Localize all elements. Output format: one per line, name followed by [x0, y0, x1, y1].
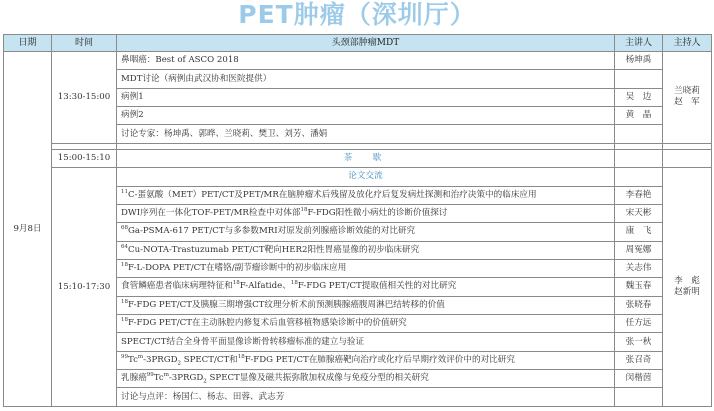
session2-band: 论文交流 — [117, 168, 615, 186]
topic-cell: 食管鳞癌患者临床病理特征和$^{18}$F-Alfatide、$^{18}$F-FDG PET/CT提取值相关性的对比研究 — [117, 278, 615, 296]
date-cell: 9月8日 — [4, 52, 52, 407]
speaker-cell: 张一秋 — [615, 333, 663, 351]
topic-cell: 乳腺癌$^{99}Tc^m-3PRGD_2$ SPECT显像及磁共振弥散加权成像与免疫分型的相关研究 — [117, 370, 615, 388]
speaker-cell: 关志伟 — [615, 259, 663, 277]
table-header-row — [4, 35, 712, 52]
session2-time: 15:10-17:30 — [52, 168, 117, 407]
speaker-cell: 宋天彬 — [615, 204, 663, 222]
session1-hosts — [663, 52, 712, 144]
schedule-table — [3, 34, 712, 407]
host-name: 赵新明 — [674, 287, 700, 298]
speaker-cell: 杨坤禹 — [615, 52, 663, 70]
topic-cell: MDT讨论（病例由武汉协和医院提供） — [117, 70, 615, 88]
break-time: 15:00-15:10 — [52, 149, 117, 167]
speaker-cell: 李春艳 — [615, 186, 663, 204]
header-speaker: 主讲人 — [615, 35, 663, 52]
topic-cell: $^{68}$Ga-PSMA-617 PET/CT与多参数MRI对原发前列腺癌诊断效能的对比研究 — [117, 223, 615, 241]
speaker-cell: 康 飞 — [615, 223, 663, 241]
topic-cell: $^{99}Tc^m-3PRGD_2$ SPECT/CT和$^{18}$F-FDG PET/CT在肺腺癌靶向治疗或化疗后早期疗效评价中的对比研究 — [117, 351, 615, 369]
break-row — [4, 149, 712, 167]
page-title: PET肿瘤（深圳厅） — [238, 0, 476, 29]
speaker-cell: 黄 晶 — [615, 107, 663, 125]
speaker-cell: 张晓春 — [615, 296, 663, 314]
speaker-cell — [615, 125, 663, 143]
speaker-cell: 张召奇 — [615, 351, 663, 369]
header-time: 时间 — [52, 35, 117, 52]
topic-cell: DWI序列在一体化TOF-PET/MR检查中对体部$^{18}$F-FDG阳性微小病灶的诊断价值探讨 — [117, 204, 615, 222]
speaker-cell: 魏玉春 — [615, 278, 663, 296]
header-topic: 头颈部肿瘤MDT — [117, 35, 615, 52]
speaker-cell — [615, 388, 663, 407]
table-row — [4, 52, 712, 70]
header-date: 日期 — [4, 35, 52, 52]
topic-cell: 病例1 — [117, 88, 615, 106]
topic-cell: 鼻咽癌：Best of ASCO 2018 — [117, 52, 615, 70]
topic-cell: $^{11}$C-蛋氨酸（MET）PET/CT及PET/MR在脑肿瘤术后残留及放化疗后复发病灶探测和治疗决策中的临床应用 — [117, 186, 615, 204]
speaker-cell: 任方远 — [615, 315, 663, 333]
host-name: 赵 军 — [674, 97, 700, 108]
host-name: 兰晓莉 — [674, 86, 700, 97]
session1-time: 13:30-15:00 — [52, 52, 117, 144]
topic-cell: $^{18}$F-FDG PET/CT及胰腺三期增强CT纹理分析术前预测胰腺癌腹周淋巴结转移的价值 — [117, 296, 615, 314]
band-row — [4, 168, 712, 186]
speaker-cell: 吴 边 — [615, 88, 663, 106]
break-label: 茶 歇 — [117, 149, 615, 167]
topic-cell: SPECT/CT结合全身骨平面显像诊断骨转移瘤标准的建立与验证 — [117, 333, 615, 351]
host-name: 李 彪 — [674, 276, 700, 287]
header-host: 主持人 — [663, 35, 712, 52]
topic-cell: $^{18}$F-FDG PET/CT在主动脉腔内修复术后血管移植物感染诊断中的价值研究 — [117, 315, 615, 333]
speaker-cell: 闵楷茵 — [615, 370, 663, 388]
topic-cell: $^{18}$F-L-DOPA PET/CT在嗜铬/副节瘤诊断中的初步临床应用 — [117, 259, 615, 277]
topic-cell: 讨论专家：杨坤禹、郭晔、兰晓莉、樊卫、刘芳、潘娟 — [117, 125, 615, 143]
topic-cell: 病例2 — [117, 107, 615, 125]
speaker-cell — [615, 70, 663, 88]
topic-cell: 讨论与点评：杨国仁、杨志、田蓉、武志芳 — [117, 388, 615, 407]
speaker-cell: 周冤娜 — [615, 241, 663, 259]
session2-hosts — [663, 168, 712, 407]
topic-cell: $^{64}$Cu-NOTA-Trastuzumab PET/CT靶向HER2阳性胃癌显像的初步临床研究 — [117, 241, 615, 259]
